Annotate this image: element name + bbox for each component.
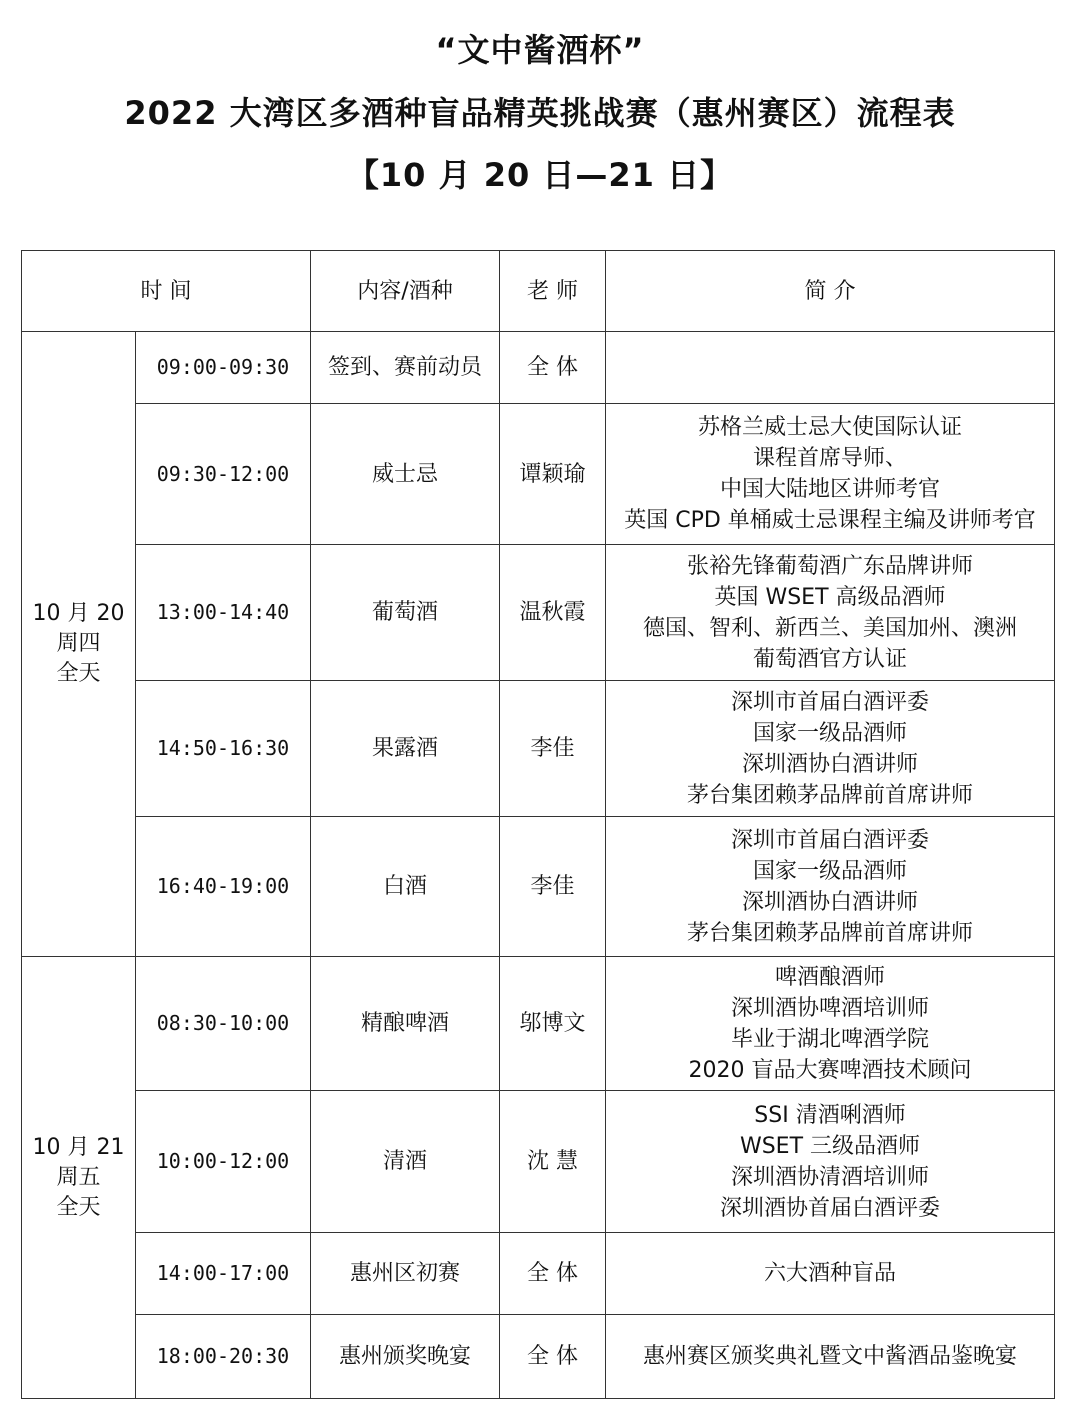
intro-line: 2020 盲品大赛啤酒技术顾问 — [688, 1057, 972, 1083]
header-time: 时 间 — [22, 251, 311, 332]
intro-line: 深圳市首届白酒评委 — [730, 827, 929, 853]
day-date-line: 10 月 21 — [32, 1134, 125, 1160]
session-time: 13:00-14:40 — [136, 545, 311, 681]
title-cup-name: “文中酱酒杯” — [435, 31, 645, 69]
day-date-cell — [22, 957, 136, 1399]
intro-line: SSI 清酒唎酒师 — [754, 1102, 906, 1128]
session-intro — [606, 957, 1055, 1091]
session-teacher: 温秋霞 — [500, 545, 606, 681]
intro-line: 课程首席导师、 — [752, 446, 907, 471]
session-content: 精酿啤酒 — [311, 957, 500, 1091]
intro-line: 六大酒种盲品 — [763, 1261, 896, 1286]
header-teacher: 老 师 — [500, 251, 606, 332]
session-content: 葡萄酒 — [311, 545, 500, 681]
intro-line: 深圳酒协清酒培训师 — [730, 1164, 929, 1190]
table-row — [22, 332, 1055, 404]
session-intro — [606, 545, 1055, 681]
session-time: 09:00-09:30 — [136, 332, 311, 404]
session-time: 16:40-19:00 — [136, 817, 311, 957]
session-teacher: 李佳 — [500, 817, 606, 957]
session-content: 惠州颁奖晚宴 — [311, 1315, 500, 1399]
session-teacher: 全 体 — [500, 1315, 606, 1399]
session-time: 08:30-10:00 — [136, 957, 311, 1091]
intro-line: 深圳酒协白酒讲师 — [741, 889, 918, 915]
day-date-line: 全天 — [56, 1194, 101, 1220]
session-intro — [606, 681, 1055, 817]
intro-line: 德国、智利、新西兰、美国加州、澳洲 — [642, 615, 1017, 641]
table-row — [22, 545, 1055, 681]
session-teacher: 全 体 — [500, 332, 606, 404]
table-row — [22, 1091, 1055, 1233]
table-header-row — [22, 251, 1055, 332]
intro-line: 苏格兰威士忌大使国际认证 — [697, 415, 962, 440]
title-date-range: 【10 月 20 日—21 日】 — [346, 156, 734, 194]
intro-line: 英国 CPD 单桶威士忌课程主编及讲师考官 — [624, 508, 1036, 533]
header-intro: 简 介 — [606, 251, 1055, 332]
session-time: 18:00-20:30 — [136, 1315, 311, 1399]
intro-line: 深圳市首届白酒评委 — [730, 689, 929, 715]
intro-line: 惠州赛区颁奖典礼暨文中酱酒品鉴晚宴 — [642, 1344, 1017, 1369]
intro-line: 英国 WSET 高级品酒师 — [714, 584, 946, 610]
intro-line: 中国大陆地区讲师考官 — [719, 477, 940, 502]
session-time: 09:30-12:00 — [136, 404, 311, 545]
table-row — [22, 1233, 1055, 1315]
intro-line: WSET 三级品酒师 — [739, 1133, 921, 1159]
session-intro — [606, 404, 1055, 545]
intro-line: 茅台集团赖茅品牌前首席讲师 — [686, 920, 973, 946]
session-time: 14:50-16:30 — [136, 681, 311, 817]
session-intro — [606, 1091, 1055, 1233]
session-content: 惠州区初赛 — [311, 1233, 500, 1315]
session-teacher: 沈 慧 — [500, 1091, 606, 1233]
day-date-line: 周四 — [56, 631, 101, 656]
intro-line: 深圳酒协首届白酒评委 — [719, 1195, 940, 1221]
intro-line: 深圳酒协啤酒培训师 — [730, 995, 929, 1021]
session-teacher: 李佳 — [500, 681, 606, 817]
table-row — [22, 957, 1055, 1091]
session-intro — [606, 1315, 1055, 1399]
session-teacher: 全 体 — [500, 1233, 606, 1315]
session-content: 白酒 — [311, 817, 500, 957]
day-date-line: 周五 — [56, 1164, 101, 1190]
session-intro — [606, 332, 1055, 404]
session-content: 威士忌 — [311, 404, 500, 545]
intro-line: 深圳酒协白酒讲师 — [741, 751, 918, 777]
table-row — [22, 1315, 1055, 1399]
day-date-line: 10 月 20 — [32, 601, 125, 626]
session-content: 签到、赛前动员 — [311, 332, 500, 404]
session-content: 清酒 — [311, 1091, 500, 1233]
page-title: 2022 大湾区多酒种盲品精英挑战赛（惠州赛区）流程表 — [124, 94, 956, 132]
intro-line: 茅台集团赖茅品牌前首席讲师 — [686, 782, 973, 808]
session-intro — [606, 817, 1055, 957]
session-content: 果露酒 — [311, 681, 500, 817]
intro-line: 张裕先锋葡萄酒广东品牌讲师 — [686, 553, 973, 579]
intro-line: 国家一级品酒师 — [752, 858, 907, 884]
table-row — [22, 681, 1055, 817]
day-date-cell — [22, 332, 136, 957]
session-time: 10:00-12:00 — [136, 1091, 311, 1233]
header-content: 内容/酒种 — [311, 251, 500, 332]
day-date-line: 全天 — [56, 661, 101, 686]
session-time: 14:00-17:00 — [136, 1233, 311, 1315]
table-row — [22, 404, 1055, 545]
intro-line: 啤酒酿酒师 — [774, 964, 885, 990]
intro-line: 毕业于湖北啤酒学院 — [730, 1026, 929, 1052]
intro-line: 国家一级品酒师 — [752, 720, 907, 746]
intro-line: 葡萄酒官方认证 — [752, 646, 907, 672]
schedule-table — [21, 250, 1055, 1399]
table-row — [22, 817, 1055, 957]
session-teacher: 邬博文 — [500, 957, 606, 1091]
session-teacher: 谭颖瑜 — [500, 404, 606, 545]
session-intro — [606, 1233, 1055, 1315]
